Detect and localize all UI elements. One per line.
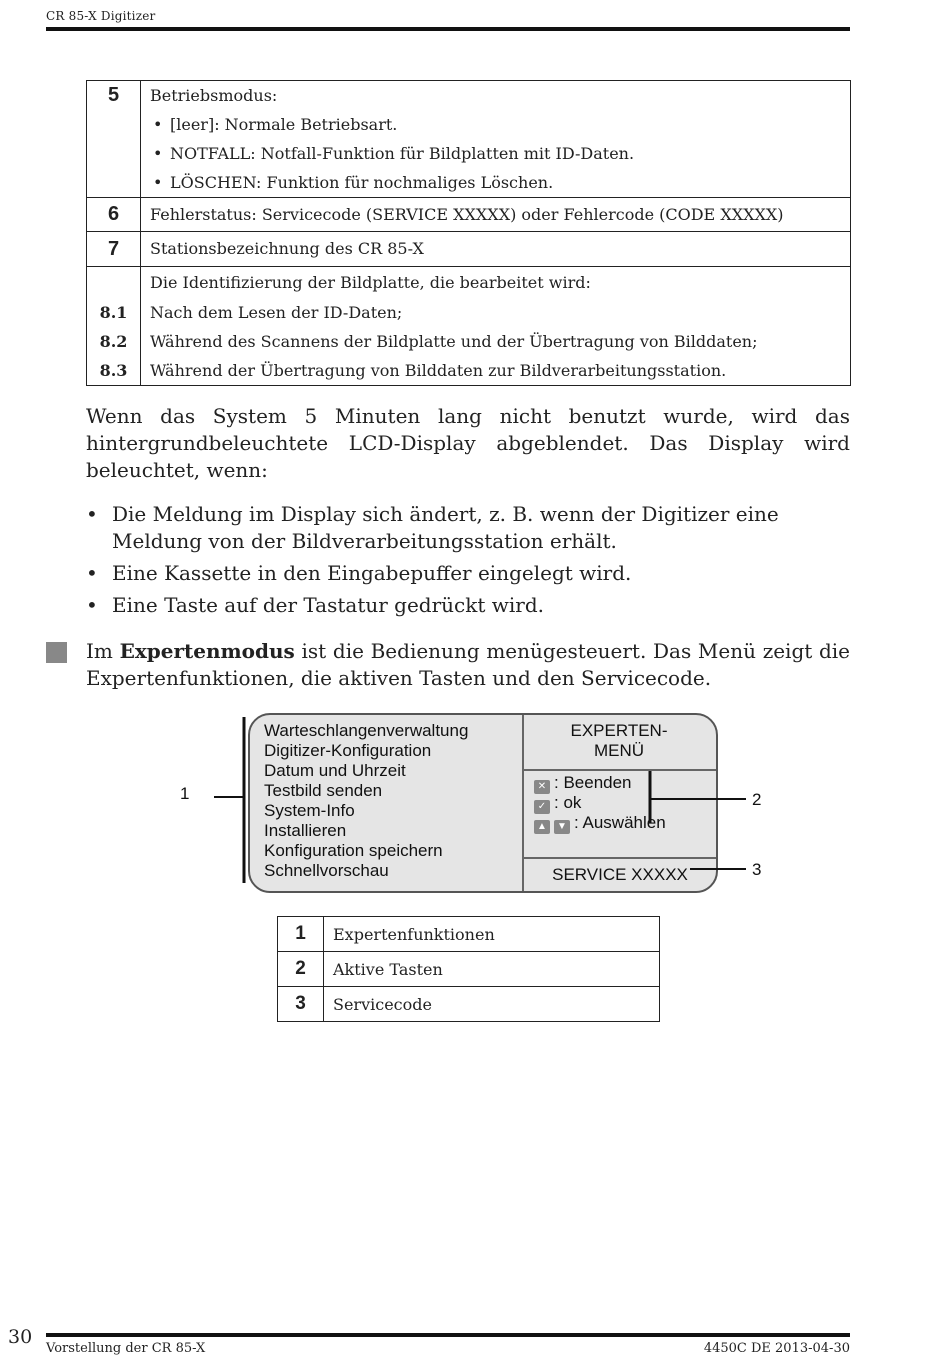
row-heading: Die Identifizierung der Bildplatte, die bearbeitet wird: <box>150 273 591 292</box>
menu-item: Schnellvorschau <box>264 861 389 880</box>
row-description <box>141 81 851 198</box>
row-description: Expertenfunktionen <box>324 917 660 952</box>
lcd-expert-menu-figure <box>160 705 780 900</box>
list-item: • Die Meldung im Display sich ändert, z. B. wenn der Digitizer eine Meldung von der Bildverarbeitungsstation erhält. <box>86 502 779 553</box>
callout-label-2: 2 <box>752 790 762 809</box>
expert-mode-term: Expertenmodus <box>119 639 295 663</box>
table-row <box>87 198 851 232</box>
table-row <box>278 917 660 952</box>
figure-legend-table <box>277 916 660 1022</box>
row-description: Aktive Tasten <box>324 952 660 987</box>
row-number: 7 <box>87 232 141 267</box>
mode-list <box>150 110 850 197</box>
header-rule <box>46 27 850 31</box>
lcd-menu-title: EXPERTEN- MENÜ <box>570 721 668 760</box>
footer-document-id: 4450C DE 2013-04-30 <box>703 1341 850 1356</box>
table-row <box>87 232 851 267</box>
list-item: • Eine Kassette in den Eingabepuffer eingelegt wird. <box>86 561 632 585</box>
arrow-down-key-icon: ▼ <box>554 820 570 834</box>
row-number: 5 <box>87 81 141 198</box>
active-keys: ✕ : Beenden ✓ : ok ▲ ▼ : Auswählen <box>534 773 714 833</box>
callout-label-3: 3 <box>752 860 762 879</box>
menu-item: Digitizer-Konfiguration <box>264 741 432 760</box>
close-key-icon: ✕ <box>534 780 550 794</box>
menu-item: Konfiguration speichern <box>264 841 443 860</box>
row-description <box>141 267 851 386</box>
menu-item: Testbild senden <box>264 781 383 800</box>
arrow-up-key-icon: ▲ <box>534 820 550 834</box>
callout-lines <box>160 705 780 900</box>
running-header: CR 85-X Digitizer <box>46 9 156 23</box>
list-item: • NOTFALL: Notfall-Funktion für Bildplatten mit ID-Daten. <box>150 139 850 168</box>
check-key-icon: ✓ <box>534 800 550 814</box>
table-row <box>87 267 851 386</box>
row-heading: Betriebsmodus: <box>150 86 278 105</box>
row-number <box>87 267 141 386</box>
list-item: • LÖSCHEN: Funktion für nochmaliges Löschen. <box>150 168 850 197</box>
sub-number: 8.3 <box>99 361 128 380</box>
menu-item: System-Info <box>264 801 355 820</box>
row-description: Servicecode <box>324 987 660 1022</box>
expert-mode-paragraph: Im Expertenmodus ist die Bedienung menügesteuert. Das Menü zeigt die Expertenfunktionen, die aktiven Tasten und den Servicecode. <box>86 639 851 690</box>
list-item: • [leer]: Normale Betriebsart. <box>150 110 850 139</box>
lcd-service-code: SERVICE XXXXX <box>552 865 688 884</box>
row-description: Fehlerstatus: Servicecode (SERVICE XXXXX) oder Fehlercode (CODE XXXXX) <box>141 198 851 232</box>
page-number: 30 <box>8 1326 33 1348</box>
row-number: 6 <box>87 198 141 232</box>
menu-item: Datum und Uhrzeit <box>264 761 406 780</box>
sub-number: 8.1 <box>99 303 128 322</box>
row-number: 3 <box>278 987 324 1022</box>
footer-rule <box>46 1333 850 1337</box>
list-item: Während des Scannens der Bildplatte und der Übertragung von Bilddaten; <box>150 332 758 351</box>
table-row <box>87 81 851 198</box>
row-number: 1 <box>278 917 324 952</box>
table-row <box>278 987 660 1022</box>
list-item: Nach dem Lesen der ID-Daten; <box>150 303 403 322</box>
list-item: Während der Übertragung von Bilddaten zur Bildverarbeitungsstation. <box>150 361 727 380</box>
section-marker-icon <box>46 642 67 663</box>
display-paragraph: Wenn das System 5 Minuten lang nicht benutzt wurde, wird das hintergrundbeleuchtete LCD-Display abgeblendet. Das Display wird beleuchtet, wenn: <box>86 404 850 482</box>
illumination-list <box>86 501 850 624</box>
row-number: 2 <box>278 952 324 987</box>
legend-table <box>86 80 851 386</box>
sub-number: 8.2 <box>99 332 128 351</box>
list-item: • Eine Taste auf der Tastatur gedrückt wird. <box>86 593 545 617</box>
menu-item: Installieren <box>264 821 347 840</box>
table-row <box>278 952 660 987</box>
menu-item: Warteschlangenverwaltung <box>264 721 469 740</box>
callout-label-1: 1 <box>180 784 190 803</box>
footer-section-title: Vorstellung der CR 85-X <box>46 1341 206 1356</box>
row-description: Stationsbezeichnung des CR 85-X <box>141 232 851 267</box>
